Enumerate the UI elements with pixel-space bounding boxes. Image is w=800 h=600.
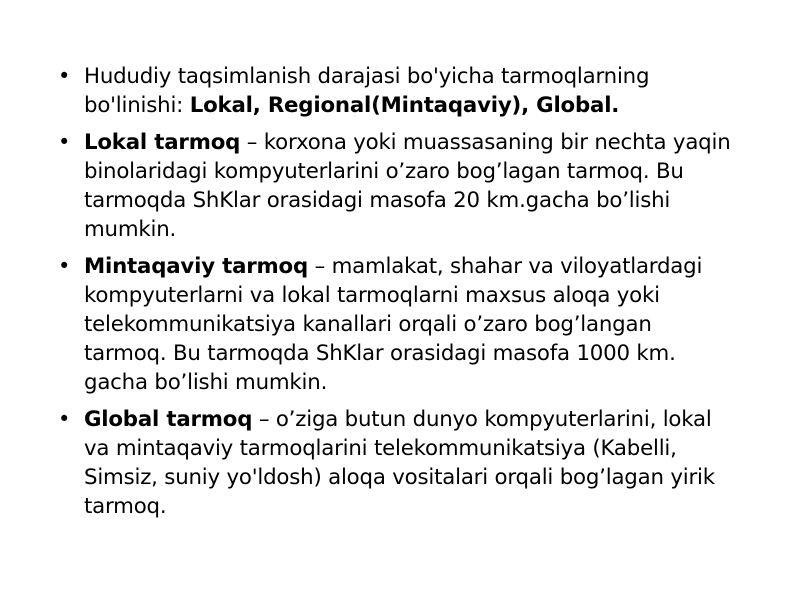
bullet-term: Global tarmoq <box>84 407 253 432</box>
bullet-item-local-network <box>58 128 738 244</box>
bullet-item-global-network <box>58 405 738 521</box>
bullet-item-classification <box>58 62 738 120</box>
bullet-icon: • <box>58 254 71 278</box>
bullet-definition: – o’ziga butun dunyo kompyuterlarini, lokal va mintaqaviy tarmoqlarini telekommunikatsiya (Kabelli, Simsiz, suniy yo'ldosh) aloqa vositalari orqali bog’lagan yirik tarmoq. <box>84 407 715 519</box>
bullet-icon: • <box>58 64 71 88</box>
bullet-term: Lokal tarmoq <box>84 130 241 155</box>
bullet-item-regional-network <box>58 252 738 397</box>
bullet-text: Hududiy taqsimlanish darajasi bo'yicha tarmoqlarning bo'linishi: <box>84 64 650 118</box>
bullet-list <box>58 62 738 529</box>
bullet-bold-text: Lokal, Regional(Mintaqaviy), Global. <box>189 93 620 118</box>
bullet-icon: • <box>58 130 71 154</box>
bullet-icon: • <box>58 407 71 431</box>
bullet-term: Mintaqaviy tarmoq <box>84 254 309 279</box>
bullet-definition: – mamlakat, shahar va viloyatlardagi kompyuterlarni va lokal tarmoqlarni maxsus aloqa yoki telekommunikatsiya kanallari orqali o’zaro bog’langan tarmoq. Bu tarmoqda ShKlar orasidagi masofa 1000 km. gacha bo’lishi mumkin. <box>84 254 703 395</box>
bullet-definition: – korxona yoki muassasaning bir nechta yaqin binolaridagi kompyuterlarini o’zaro bog’lagan tarmoq. Bu tarmoqda ShKlar orasidagi masofa 20 km.gacha bo’lishi mumkin. <box>84 130 731 242</box>
